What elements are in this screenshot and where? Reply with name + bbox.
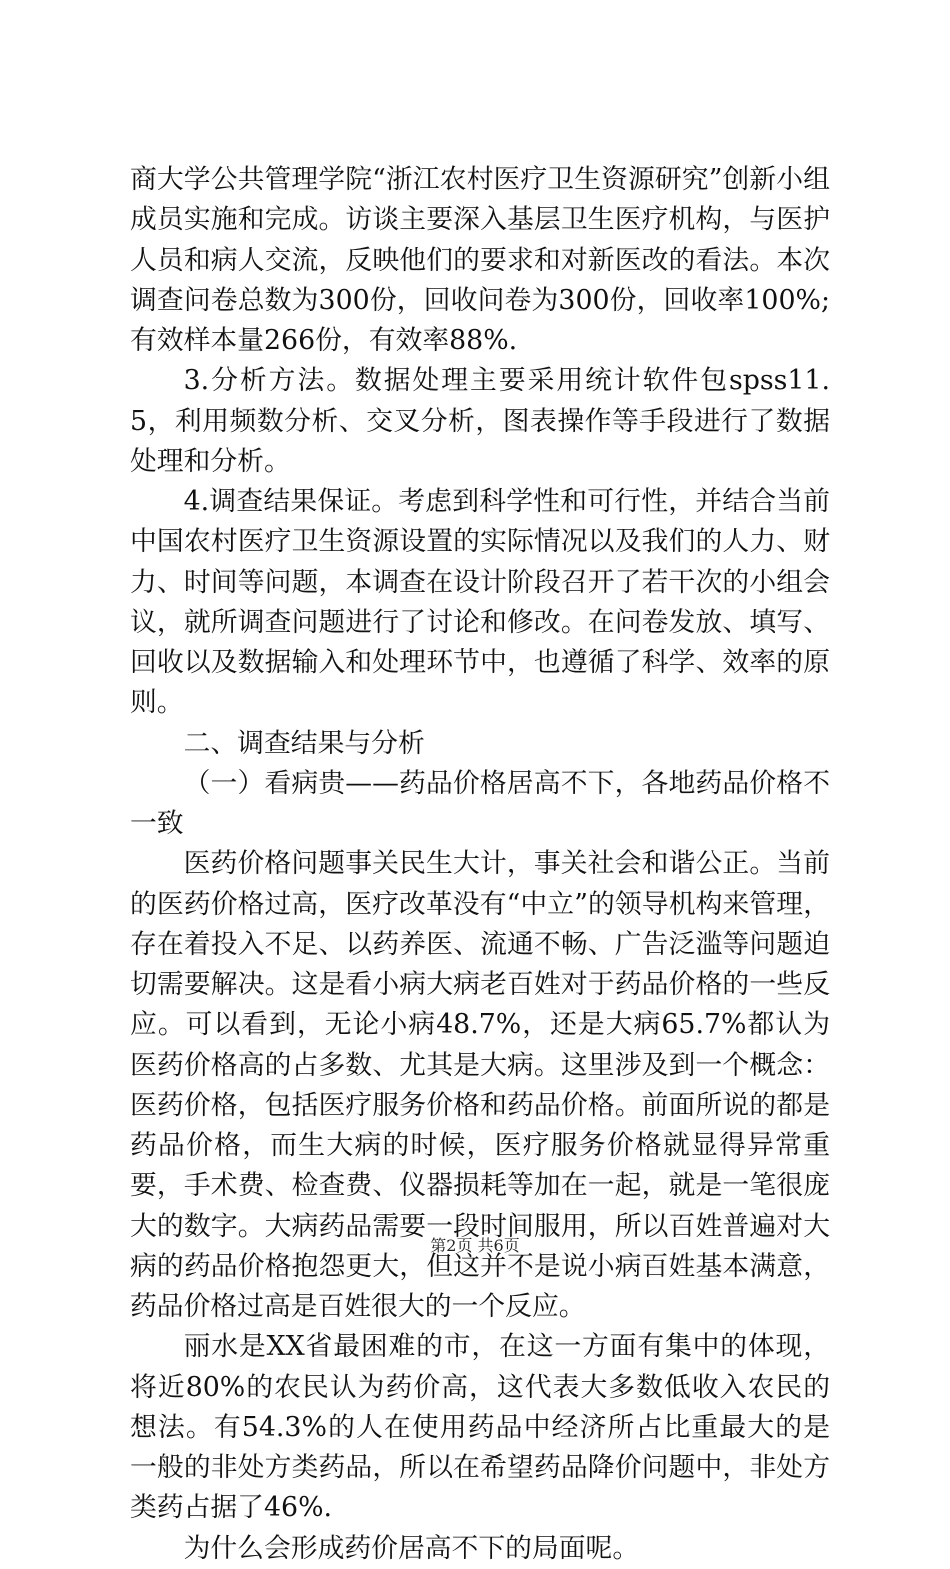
paragraph-analysis-method: 3.分析方法。数据处理主要采用统计软件包spss11.5，利用频数分析、交叉分析，图表操作等手段进行了数据处理和分析。: [130, 365, 830, 477]
paragraph-lishui: 丽水是XX省最困难的市，在这一方面有集中的体现，将近80%的农民认为药价高，这代表大多数低收入农民的想法。有54.3%的人在使用药品中经济所占比重最大的是一般的非处方类药品，所以在希望药品降价问题中，非处方类药占据了46%.: [130, 1331, 830, 1524]
paragraph-survey-implementation: 商大学公共管理学院“浙江农村医疗卫生资源研究”创新小组成员实施和完成。访谈主要深入基层卫生医疗机构，与医护人员和病人交流，反映他们的要求和对新医改的看法。本次调查问卷总数为300份，回收问卷为300份，回收率100%;有效样本量266份，有效率88%.: [130, 164, 830, 356]
subsection-heading-drug-prices: （一）看病贵——药品价格居高不下，各地药品价格不一致: [130, 767, 830, 839]
paragraph-result-guarantee: 4.调查结果保证。考虑到科学性和可行性，并结合当前中国农村医疗卫生资源设置的实际情况以及我们的人力、财力、时间等问题，本调查在设计阶段召开了若干次的小组会议，就所调查问题进行了讨论和修改。在问卷发放、填写、回收以及数据输入和处理环节中，也遵循了科学、效率的原则。: [130, 486, 830, 719]
paragraph-question: 为什么会形成药价居高不下的局面呢。: [183, 1532, 640, 1564]
page-number-label: 第2页 共6页: [430, 1236, 520, 1255]
document-body: [130, 160, 830, 1569]
page-footer: [0, 1236, 950, 1256]
section-heading-results: 二、调查结果与分析: [183, 727, 425, 759]
paragraph-medical-prices: 医药价格问题事关民生大计，事关社会和谐公正。当前的医药价格过高，医疗改革没有“中立”的领导机构来管理，存在着投入不足、以药养医、流通不畅、广告泛滥等问题迫切需要解决。这是看小病大病老百姓对于药品价格的一些反应。可以看到，无论小病48.7%，还是大病65.7%都认为医药价格高的占多数、尤其是大病。这里涉及到一个概念：医药价格，包括医疗服务价格和药品价格。前面所说的都是药品价格，而生大病的时候，医疗服务价格就显得异常重要，手术费、检查费、仪器损耗等加在一起，就是一笔很庞大的数字。大病药品需要一段时间服用，所以百姓普遍对大病的药品价格抱怨更大，但这并不是说小病百姓基本满意，药品价格过高是百姓很大的一个反应。: [130, 848, 830, 1322]
